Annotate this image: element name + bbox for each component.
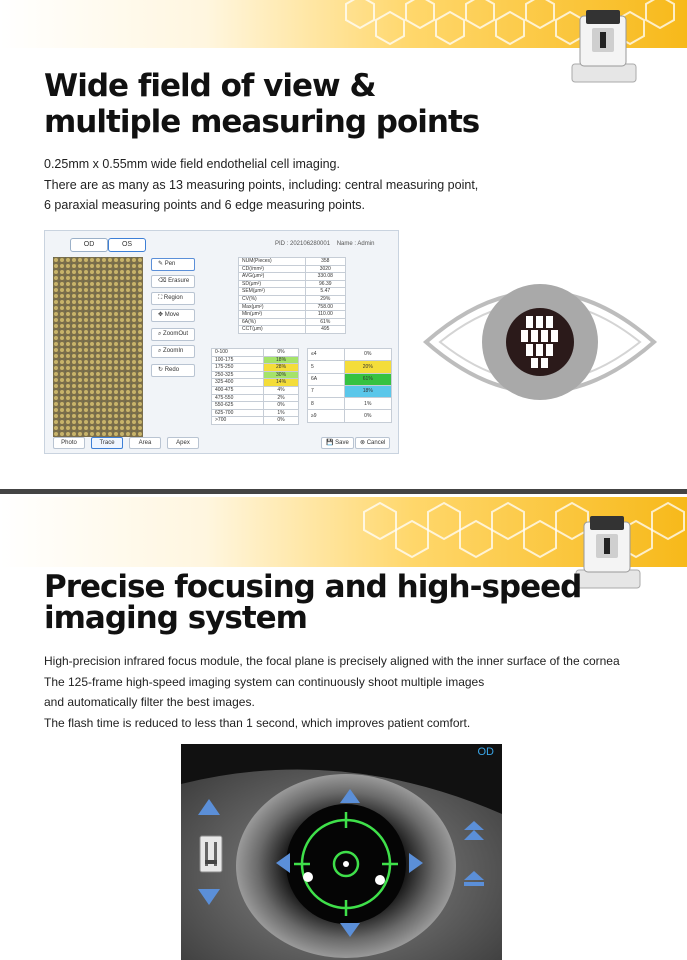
tab-apex[interactable]: Apex: [167, 437, 199, 449]
area-row-label: 625-700: [212, 409, 264, 417]
area-row: [212, 349, 299, 357]
stats-row-label: 6A(%): [239, 318, 306, 326]
section2-line: and automatically filter the best images.: [44, 695, 255, 709]
stats-row: [239, 258, 346, 266]
area-row: [212, 364, 299, 372]
area-row-value: 14%: [264, 379, 299, 387]
redo-tool-button[interactable]: ↻ Redo: [151, 364, 195, 377]
stats-row-value: 96.39: [305, 280, 345, 288]
chinrest-up-icon[interactable]: [197, 798, 221, 821]
eye-side-label: OD: [477, 746, 494, 758]
side-row: [308, 373, 392, 385]
side-row-label: 8: [308, 398, 345, 410]
stats-row: [239, 303, 346, 311]
stats-row-value: 758.00: [305, 303, 345, 311]
section1-line: 0.25mm x 0.55mm wide field endothelial cell imaging.: [44, 157, 340, 171]
erasure-tool-button[interactable]: ⌫ Erasure: [151, 275, 195, 288]
area-row: [212, 356, 299, 364]
area-row-label: 175-250: [212, 364, 264, 372]
area-row-value: 0%: [264, 402, 299, 410]
chinrest-down-icon[interactable]: [197, 888, 221, 911]
area-row-label: >700: [212, 417, 264, 425]
side-row: [308, 398, 392, 410]
step-up-icon[interactable]: [463, 870, 485, 893]
tab-os[interactable]: OS: [108, 238, 146, 252]
section-divider: [0, 489, 687, 494]
chinrest-icon: [197, 834, 225, 879]
side-row-value: 18%: [344, 385, 391, 397]
save-button[interactable]: 💾 Save: [321, 437, 354, 449]
side-row-value: 20%: [344, 361, 391, 373]
zoomin-tool-button[interactable]: ⌕ ZoomIn: [151, 345, 195, 358]
area-row-value: 0%: [264, 417, 299, 425]
area-row-value: 1%: [264, 409, 299, 417]
side-row: [308, 349, 392, 361]
area-row-value: 30%: [264, 371, 299, 379]
side-row-value: 1%: [344, 398, 391, 410]
tab-area[interactable]: Area: [129, 437, 161, 449]
device-image-top: [566, 4, 644, 88]
side-row-label: 7: [308, 385, 345, 397]
section1-line: 6 paraxial measuring points and 6 edge measuring points.: [44, 198, 366, 212]
stats-row-value: 358: [305, 258, 345, 266]
stats-row-label: SEM(μm²): [239, 288, 306, 296]
side-row: [308, 410, 392, 422]
side-row-value: 0%: [344, 410, 391, 422]
stats-row-label: CV(%): [239, 295, 306, 303]
analysis-software-screenshot: [44, 230, 399, 454]
area-row: [212, 394, 299, 402]
stats-row-label: CCT(μm): [239, 326, 306, 334]
area-row-value: 28%: [264, 364, 299, 372]
side-row-label: ≤4: [308, 349, 345, 361]
stats-row-value: 110.00: [305, 311, 345, 319]
area-row-value: 2%: [264, 394, 299, 402]
sides-histogram-table: [307, 348, 392, 423]
side-row-value: 0%: [344, 349, 391, 361]
tab-photo[interactable]: Photo: [53, 437, 85, 449]
area-row-label: 325-400: [212, 379, 264, 387]
section2-line: High-precision infrared focus module, the focal plane is precisely aligned with the inner surface of the cornea: [44, 654, 620, 668]
section2-line: The flash time is reduced to less than 1 second, which improves patient comfort.: [44, 715, 471, 730]
stats-row-value: 3020: [305, 265, 345, 273]
arrow-down-icon[interactable]: [339, 922, 361, 943]
patient-id: PID : 202106280001 Name : Admin: [275, 241, 375, 247]
side-row-value: 61%: [344, 373, 391, 385]
device-image-bottom: [570, 510, 648, 594]
section2-title: Precise focusing and high-speed imaging system: [44, 569, 582, 636]
arrow-up-icon[interactable]: [339, 788, 361, 809]
area-row: [212, 417, 299, 425]
area-row: [212, 371, 299, 379]
stats-row-label: AVG(μm²): [239, 273, 306, 281]
camera-focus-view: [181, 744, 502, 960]
section1-title: Wide field of view & multiple measuring points: [44, 68, 480, 140]
section2-body: [44, 651, 620, 733]
stats-row-label: Max(μm²): [239, 303, 306, 311]
cancel-button[interactable]: ⊗ Cancel: [355, 437, 390, 449]
stats-row: [239, 265, 346, 273]
region-tool-button[interactable]: ⛶ Region: [151, 292, 195, 305]
area-histogram-table: [211, 348, 299, 425]
side-row-label: 5: [308, 361, 345, 373]
focus-reticle: [294, 812, 398, 921]
stats-row-label: NUM(Pieces): [239, 258, 306, 266]
stats-row: [239, 288, 346, 296]
side-row-label: 6A: [308, 373, 345, 385]
fast-up-icon[interactable]: [463, 820, 485, 847]
side-row: [308, 361, 392, 373]
section2-line: The 125-frame high-speed imaging system can continuously shoot multiple images: [44, 674, 485, 689]
side-row: [308, 385, 392, 397]
stats-row: [239, 273, 346, 281]
area-row-value: 18%: [264, 356, 299, 364]
area-row-label: 0-100: [212, 349, 264, 357]
stats-row: [239, 311, 346, 319]
stats-row-value: 61%: [305, 318, 345, 326]
stats-row-value: 5.47: [305, 288, 345, 296]
arrow-right-icon[interactable]: [408, 852, 424, 879]
section1-body: [44, 154, 478, 216]
stats-row-value: 330.08: [305, 273, 345, 281]
stats-row-value: 495: [305, 326, 345, 334]
area-row-label: 250-325: [212, 371, 264, 379]
endothelial-cell-image: [53, 257, 143, 437]
move-tool-button[interactable]: ✥ Move: [151, 309, 195, 322]
stats-row: [239, 318, 346, 326]
stats-row-value: 29%: [305, 295, 345, 303]
area-row-label: 475-550: [212, 394, 264, 402]
area-row-value: 0%: [264, 349, 299, 357]
zoomout-tool-button[interactable]: ⌕ ZoomOut: [151, 328, 195, 341]
side-row-label: ≥9: [308, 410, 345, 422]
section1-line: There are as many as 13 measuring points, including: central measuring point,: [44, 177, 479, 192]
tab-od[interactable]: OD: [70, 238, 108, 252]
stats-table: [238, 257, 346, 334]
area-row-value: 4%: [264, 386, 299, 394]
stats-row-label: Min(μm²): [239, 311, 306, 319]
area-row: [212, 402, 299, 410]
tab-trace[interactable]: Trace: [91, 437, 123, 449]
area-row-label: 400-475: [212, 386, 264, 394]
stats-row: [239, 326, 346, 334]
area-row-label: 100-175: [212, 356, 264, 364]
area-row: [212, 409, 299, 417]
stats-row: [239, 295, 346, 303]
area-row: [212, 379, 299, 387]
stats-row-label: SD(μm²): [239, 280, 306, 288]
area-row: [212, 386, 299, 394]
arrow-left-icon[interactable]: [275, 852, 291, 879]
area-row-label: 550-625: [212, 402, 264, 410]
stats-row-label: CD(/mm²): [239, 265, 306, 273]
stats-row: [239, 280, 346, 288]
pen-tool-button[interactable]: ✎ Pen: [151, 258, 195, 271]
eye-icon: [420, 272, 660, 412]
